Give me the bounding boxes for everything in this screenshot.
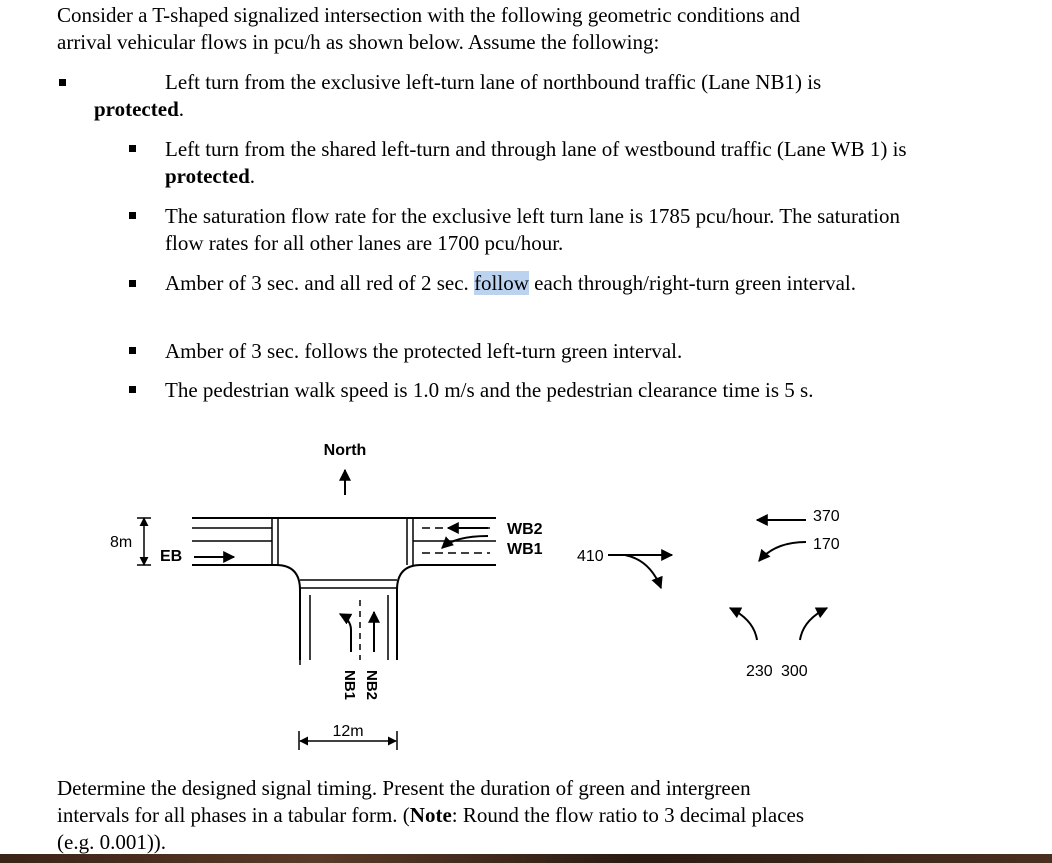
- question-note-bold: Note: [409, 803, 452, 827]
- wb1-label: WB1: [507, 541, 543, 558]
- wb1-left-arrow-icon: [442, 536, 488, 548]
- wb-through-flow: 370: [813, 508, 840, 525]
- assumption-1-text: Left turn from the exclusive left-turn lane of northbound traffic (Lane NB1) is: [165, 70, 822, 94]
- question-line-2: [57, 802, 923, 829]
- question-line-1: Determine the designed signal timing. Present the duration of green and intergreen: [57, 776, 751, 800]
- nb-left-flow-arrow-icon: [730, 608, 757, 640]
- wb-left-flow: 170: [813, 536, 840, 553]
- assumption-6: The pedestrian walk speed is 1.0 m/s and the pedestrian clearance time is 5 s.: [165, 378, 814, 402]
- width-label: 8m: [110, 534, 133, 551]
- eb-label: EB: [160, 548, 183, 565]
- question-line-2-post: : Round the flow ratio to 3 decimal places: [451, 803, 805, 827]
- nb-right-flow-arrow-icon: [800, 608, 827, 640]
- wb-left-flow-arrow-icon: [759, 542, 806, 561]
- assumption-1-line: [165, 69, 925, 96]
- wb2-label: WB2: [507, 521, 543, 538]
- width-dimension: [137, 518, 151, 565]
- assumption-2-post: .: [249, 164, 255, 188]
- crosswalk-width-label: 12m: [332, 723, 364, 740]
- assumption-4-pre: Amber of 3 sec. and all red of 2 sec.: [165, 271, 475, 295]
- nb-left-flow: 230: [746, 663, 773, 680]
- intersection-diagram: [0, 430, 1052, 770]
- assumption-4: [165, 270, 925, 297]
- nb1-label: NB1: [341, 670, 358, 701]
- question-paragraph: [57, 775, 923, 856]
- question-line-2-pre: intervals for all phases in a tabular form. (: [57, 803, 410, 827]
- bullet-5: [129, 347, 136, 354]
- assumption-2-bold: protected: [165, 164, 250, 188]
- north-label: North: [323, 442, 367, 459]
- bullet-3: [129, 212, 136, 219]
- eb-right-flow-arrow-icon: [625, 555, 661, 588]
- assumption-1-post: .: [178, 97, 184, 121]
- assumption-5: Amber of 3 sec. follows the protected left-turn green interval.: [165, 339, 683, 363]
- bullet-4: [129, 280, 136, 287]
- assumption-2: [165, 136, 925, 190]
- bullet-2: [129, 145, 136, 152]
- assumption-4-post: each through/right-turn green interval.: [528, 271, 857, 295]
- intro-line-1: Consider a T-shaped signalized intersection with the following geometric conditions and: [57, 3, 801, 27]
- nb2-label: NB2: [363, 670, 380, 701]
- eb-through-flow: 410: [577, 548, 604, 565]
- nb1-left-arrow-icon: [340, 614, 351, 652]
- assumption-4-highlight: follow: [474, 271, 529, 295]
- bottom-edge-bar: [0, 854, 1052, 863]
- intro-paragraph: [57, 2, 927, 56]
- assumption-2-text: Left turn from the shared left-turn and through lane of westbound traffic (Lane WB 1) is: [165, 137, 907, 161]
- assumption-1-bold: protected: [94, 97, 179, 121]
- nb-right-flow: 300: [781, 663, 808, 680]
- question-line-3: (e.g. 0.001)).: [57, 830, 167, 854]
- bullet-1: [59, 79, 66, 86]
- assumption-3: The saturation flow rate for the exclusive left turn lane is 1785 pcu/hour. The saturation flow rates for all other lanes are 1700 pcu/hour.: [165, 204, 900, 255]
- intro-line-2: arrival vehicular flows in pcu/h as shown below. Assume the following:: [57, 30, 660, 54]
- assumption-1-continuation: [94, 96, 184, 123]
- bullet-6: [129, 386, 136, 393]
